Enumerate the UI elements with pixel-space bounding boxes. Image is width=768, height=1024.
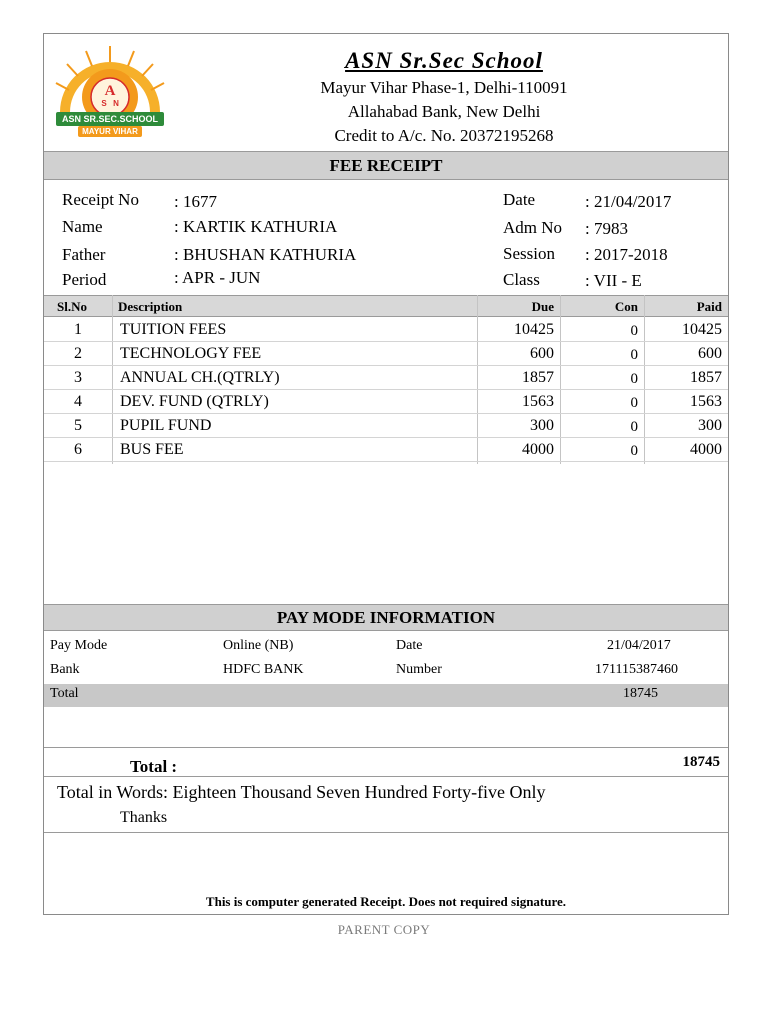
total-in-words: Total in Words: Eighteen Thousand Seven Hundred Forty-five Only (57, 782, 546, 802)
number-label: Number (396, 662, 442, 677)
period: : APR - JUN (174, 268, 261, 287)
row-due: 1857 (522, 369, 554, 386)
parent-copy-label: PARENT COPY (337, 922, 431, 937)
adm-no-label: Adm No (503, 218, 563, 237)
father-label: Father (62, 245, 106, 264)
row-description: DEV. FUND (QTRLY) (120, 393, 269, 410)
adm-no: : 7983 (585, 219, 628, 238)
col-sl: Sl.No (57, 299, 87, 314)
class: : VII - E (585, 271, 642, 290)
row-sl: 3 (74, 369, 82, 386)
student-name: : KARTIK KATHURIA (174, 217, 338, 236)
receipt-no: : 1677 (174, 192, 217, 211)
school-name: ASN Sr.Sec School (345, 48, 543, 73)
pay-mode-title: PAY MODE INFORMATION (44, 604, 728, 631)
svg-text:N: N (113, 99, 119, 108)
row-description: BUS FEE (120, 441, 184, 458)
col-con: Con (614, 299, 638, 314)
divider (44, 832, 728, 833)
table-row (44, 342, 728, 366)
row-sl: 2 (74, 345, 82, 362)
row-due: 600 (530, 345, 554, 362)
row-con: 0 (630, 395, 638, 411)
row-due: 10425 (514, 321, 554, 338)
row-paid: 600 (698, 345, 722, 362)
bank-label: Bank (50, 662, 80, 677)
date-label: Date (503, 190, 536, 209)
computer-generated-note: This is computer generated Receipt. Does not required signature. (205, 894, 567, 909)
svg-text:S: S (101, 99, 107, 108)
logo-subcaption: MAYUR VIHAR (82, 127, 138, 136)
table-row (44, 438, 728, 462)
row-paid: 4000 (690, 441, 722, 458)
account-number: Credit to A/c. No. 20372195268 (334, 126, 554, 145)
logo-caption: ASN SR.SEC.SCHOOL (61, 114, 158, 124)
receipt-no-label: Receipt No (62, 190, 139, 209)
bank-name: Allahabad Bank, New Delhi (347, 102, 541, 121)
row-paid: 10425 (682, 321, 722, 338)
row-con: 0 (630, 347, 638, 363)
transaction-number: 171115387460 (595, 662, 678, 677)
pay-mode: Online (NB) (223, 638, 294, 653)
pay-date: 21/04/2017 (607, 638, 671, 653)
row-sl: 1 (74, 321, 82, 338)
row-con: 0 (630, 419, 638, 435)
row-con: 0 (630, 371, 638, 387)
row-sl: 6 (74, 441, 82, 458)
receipt-date: : 21/04/2017 (585, 192, 672, 211)
row-due: 1563 (522, 393, 554, 410)
row-con: 0 (630, 323, 638, 339)
row-con: 0 (630, 443, 638, 459)
row-sl: 4 (74, 393, 82, 410)
total-label: Total : (130, 757, 178, 776)
row-description: TECHNOLOGY FEE (120, 345, 262, 362)
pay-total-label: Total (50, 686, 79, 701)
pay-bank: HDFC BANK (223, 662, 304, 677)
thanks-text: Thanks (120, 809, 168, 826)
class-label: Class (503, 270, 540, 289)
table-row (44, 318, 728, 342)
pay-mode-label: Pay Mode (50, 638, 108, 653)
svg-text:A: A (104, 83, 116, 99)
fee-table-header (44, 295, 728, 317)
col-description: Description (118, 299, 183, 314)
name-label: Name (62, 217, 103, 236)
table-row (44, 366, 728, 390)
table-row (44, 414, 728, 438)
pay-total: 18745 (623, 686, 658, 701)
divider (44, 747, 728, 748)
receipt-title: FEE RECEIPT (44, 151, 728, 180)
col-paid: Paid (696, 299, 722, 314)
row-paid: 1857 (690, 369, 722, 386)
total-value: 18745 (682, 754, 720, 770)
row-description: PUPIL FUND (120, 417, 212, 434)
col-due: Due (531, 299, 554, 314)
row-paid: 1563 (690, 393, 722, 410)
row-due: 300 (530, 417, 554, 434)
row-paid: 300 (698, 417, 722, 434)
row-due: 4000 (522, 441, 554, 458)
session-label: Session (503, 244, 555, 263)
father-name: : BHUSHAN KATHURIA (174, 245, 357, 264)
divider (44, 776, 728, 777)
session: : 2017-2018 (585, 245, 668, 264)
school-address: Mayur Vihar Phase-1, Delhi-110091 (320, 78, 568, 97)
row-description: TUITION FEES (120, 321, 227, 338)
period-label: Period (62, 270, 107, 289)
table-row (44, 390, 728, 414)
pay-date-label: Date (396, 638, 423, 653)
row-sl: 5 (74, 417, 82, 434)
fee-receipt (43, 33, 729, 915)
row-description: ANNUAL CH.(QTRLY) (120, 369, 280, 386)
